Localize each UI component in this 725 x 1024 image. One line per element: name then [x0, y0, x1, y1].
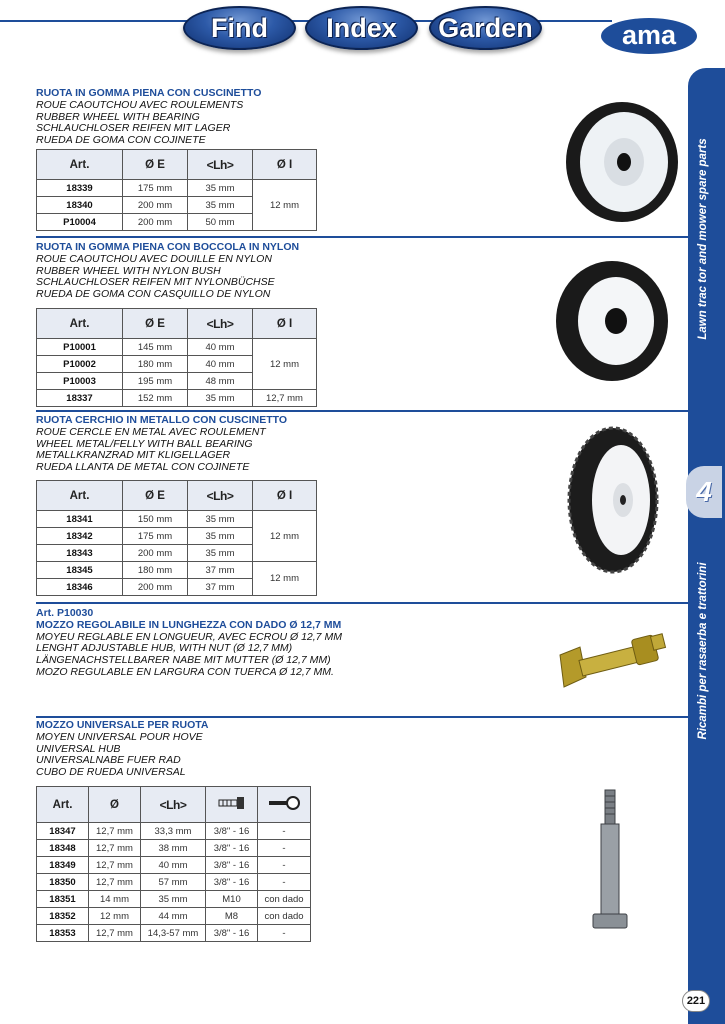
- spec-table: [36, 149, 317, 231]
- rubber-wheel-image: [562, 100, 682, 225]
- section-rubber-wheel-bearing: [36, 88, 261, 147]
- section-title: RUOTA CERCHIO IN METALLO CON CUSCINETTO: [36, 414, 288, 426]
- section-title: RUOTA IN GOMMA PIENA CON BOCCOLA IN NYLON: [36, 241, 300, 253]
- desc-line: RUEDA DE GOMA CON CASQUILLO DE NYLON: [36, 288, 271, 301]
- desc-line: LENGHT ADJUSTABLE HUB, WITH NUT (Ø 12,7 MM): [36, 642, 293, 655]
- table-row: P10001 145 mm 40 mm 12 mm: [37, 339, 317, 356]
- col-header: Ø: [89, 787, 141, 823]
- desc-line: SCHLAUCHLOSER REIFEN MIT NYLONBÜCHSE: [36, 276, 275, 289]
- table-row: P10002 180 mm 40 mm: [37, 356, 317, 373]
- page-number: 221: [682, 990, 710, 1012]
- table-row: 18348 12,7 mm 38 mm 3/8" - 16 -: [37, 840, 311, 857]
- garden-button[interactable]: Garden: [429, 6, 542, 50]
- section-title: MOZZO REGOLABILE IN LUNGHEZZA CON DADO Ø 12,7 MM: [36, 618, 342, 631]
- chapter-tab[interactable]: 4: [686, 466, 722, 518]
- col-header: Art.: [37, 481, 123, 511]
- metal-rim-wheel-image: [565, 425, 665, 575]
- col-header: Art.: [37, 309, 123, 339]
- spec-table: [36, 786, 311, 942]
- desc-line: RUBBER WHEEL WITH BEARING: [36, 110, 200, 123]
- desc-line: WHEEL METAL/FELLY WITH BALL BEARING: [36, 437, 253, 450]
- table-row: 18337 152 mm 35 mm 12,7 mm: [37, 390, 317, 407]
- side-label-english: Lawn trac tor and mower spare parts: [697, 138, 709, 340]
- desc-line: METALLKRANZRAD MIT KLIGELLAGER: [36, 449, 231, 462]
- thread-icon: [206, 787, 258, 823]
- section-adjustable-hub: [36, 608, 342, 679]
- table-row: 18346 200 mm 37 mm: [37, 579, 317, 596]
- length-icon: <Lh>: [188, 309, 253, 339]
- find-button[interactable]: Find: [183, 6, 296, 50]
- section-universal-hub: [36, 720, 208, 779]
- col-header: Ø I: [253, 150, 317, 180]
- col-header: Ø I: [253, 481, 317, 511]
- desc-line: ROUE CAOUTCHOU AVEC ROULEMENTS: [36, 98, 244, 111]
- desc-line: RUEDA LLANTA DE METAL CON COJINETE: [36, 461, 250, 474]
- desc-line: RUEDA DE GOMA CON COJINETE: [36, 134, 206, 147]
- index-button[interactable]: Index: [305, 6, 418, 50]
- desc-line: ROUE CAOUTCHOU AVEC DOUILLE EN NYLON: [36, 252, 272, 265]
- section-divider: [36, 236, 692, 238]
- nut-icon: [258, 787, 311, 823]
- table-row: P10003 195 mm 48 mm: [37, 373, 317, 390]
- spec-table: [36, 480, 317, 596]
- table-row: 18350 12,7 mm 57 mm 3/8" - 16 -: [37, 874, 311, 891]
- desc-line: CUBO DE RUEDA UNIVERSAL: [36, 766, 186, 779]
- col-header: Art.: [37, 150, 123, 180]
- desc-line: RUBBER WHEEL WITH NYLON BUSH: [36, 264, 221, 277]
- section-title: MOZZO UNIVERSALE PER RUOTA: [36, 719, 209, 731]
- col-header: Ø I: [253, 309, 317, 339]
- col-header: Ø E: [123, 309, 188, 339]
- table-row: 18352 12 mm 44 mm M8 con dado: [37, 908, 311, 925]
- section-title: RUOTA IN GOMMA PIENA CON CUSCINETTO: [36, 87, 262, 99]
- universal-hub-image: [588, 786, 632, 936]
- rubber-wheel-nylon-image: [552, 255, 672, 385]
- section-rubber-wheel-nylon: [36, 242, 299, 301]
- section-metal-wheel: [36, 415, 287, 474]
- length-icon: <Lh>: [141, 787, 206, 823]
- side-label-italian: Ricambi per rasaerba e trattorini: [697, 562, 709, 740]
- desc-line: MOYEU REGLABLE EN LONGUEUR, AVEC ECROU Ø 12,7 MM: [36, 630, 342, 643]
- desc-line: MOYEN UNIVERSAL POUR HOVE: [36, 730, 203, 743]
- desc-line: UNIVERSAL HUB: [36, 742, 121, 755]
- length-icon: <Lh>: [188, 150, 253, 180]
- desc-line: LÄNGENACHSTELLBARER NABE MIT MUTTER (Ø 12,7 MM): [36, 654, 331, 667]
- desc-line: SCHLAUCHLOSER REIFEN MIT LAGER: [36, 122, 231, 135]
- section-divider: [36, 410, 692, 412]
- table-row: 18340 200 mm 35 mm: [37, 197, 317, 214]
- desc-line: ROUE CERCLE EN METAL AVEC ROULEMENT: [36, 425, 266, 438]
- table-row: 18353 12,7 mm 14,3-57 mm 3/8" - 16 -: [37, 925, 311, 942]
- desc-line: MOZO REGULABLE EN LARGURA CON TUERCA Ø 12,7 MM.: [36, 665, 334, 678]
- col-header: Ø E: [123, 150, 188, 180]
- col-header: Ø E: [123, 481, 188, 511]
- col-header: Art.: [37, 787, 89, 823]
- desc-line: UNIVERSALNABE FUER RAD: [36, 754, 181, 767]
- table-row: 18351 14 mm 35 mm M10 con dado: [37, 891, 311, 908]
- ama-logo: ama: [601, 18, 697, 54]
- table-row: P10004 200 mm 50 mm: [37, 214, 317, 231]
- table-row: 18341 150 mm 35 mm 12 mm: [37, 511, 317, 528]
- table-row: 18347 12,7 mm 33,3 mm 3/8" - 16 -: [37, 823, 311, 840]
- table-row: 18345 180 mm 37 mm 12 mm: [37, 562, 317, 579]
- spec-table: [36, 308, 317, 407]
- table-row: 18339 175 mm 35 mm 12 mm: [37, 180, 317, 197]
- length-icon: <Lh>: [188, 481, 253, 511]
- adjustable-hub-image: [552, 625, 670, 690]
- article-code: Art. P10030: [36, 607, 94, 619]
- section-divider: [36, 716, 692, 718]
- table-row: 18349 12,7 mm 40 mm 3/8" - 16 -: [37, 857, 311, 874]
- table-row: 18343 200 mm 35 mm: [37, 545, 317, 562]
- table-row: 18342 175 mm 35 mm: [37, 528, 317, 545]
- section-divider: [36, 602, 692, 604]
